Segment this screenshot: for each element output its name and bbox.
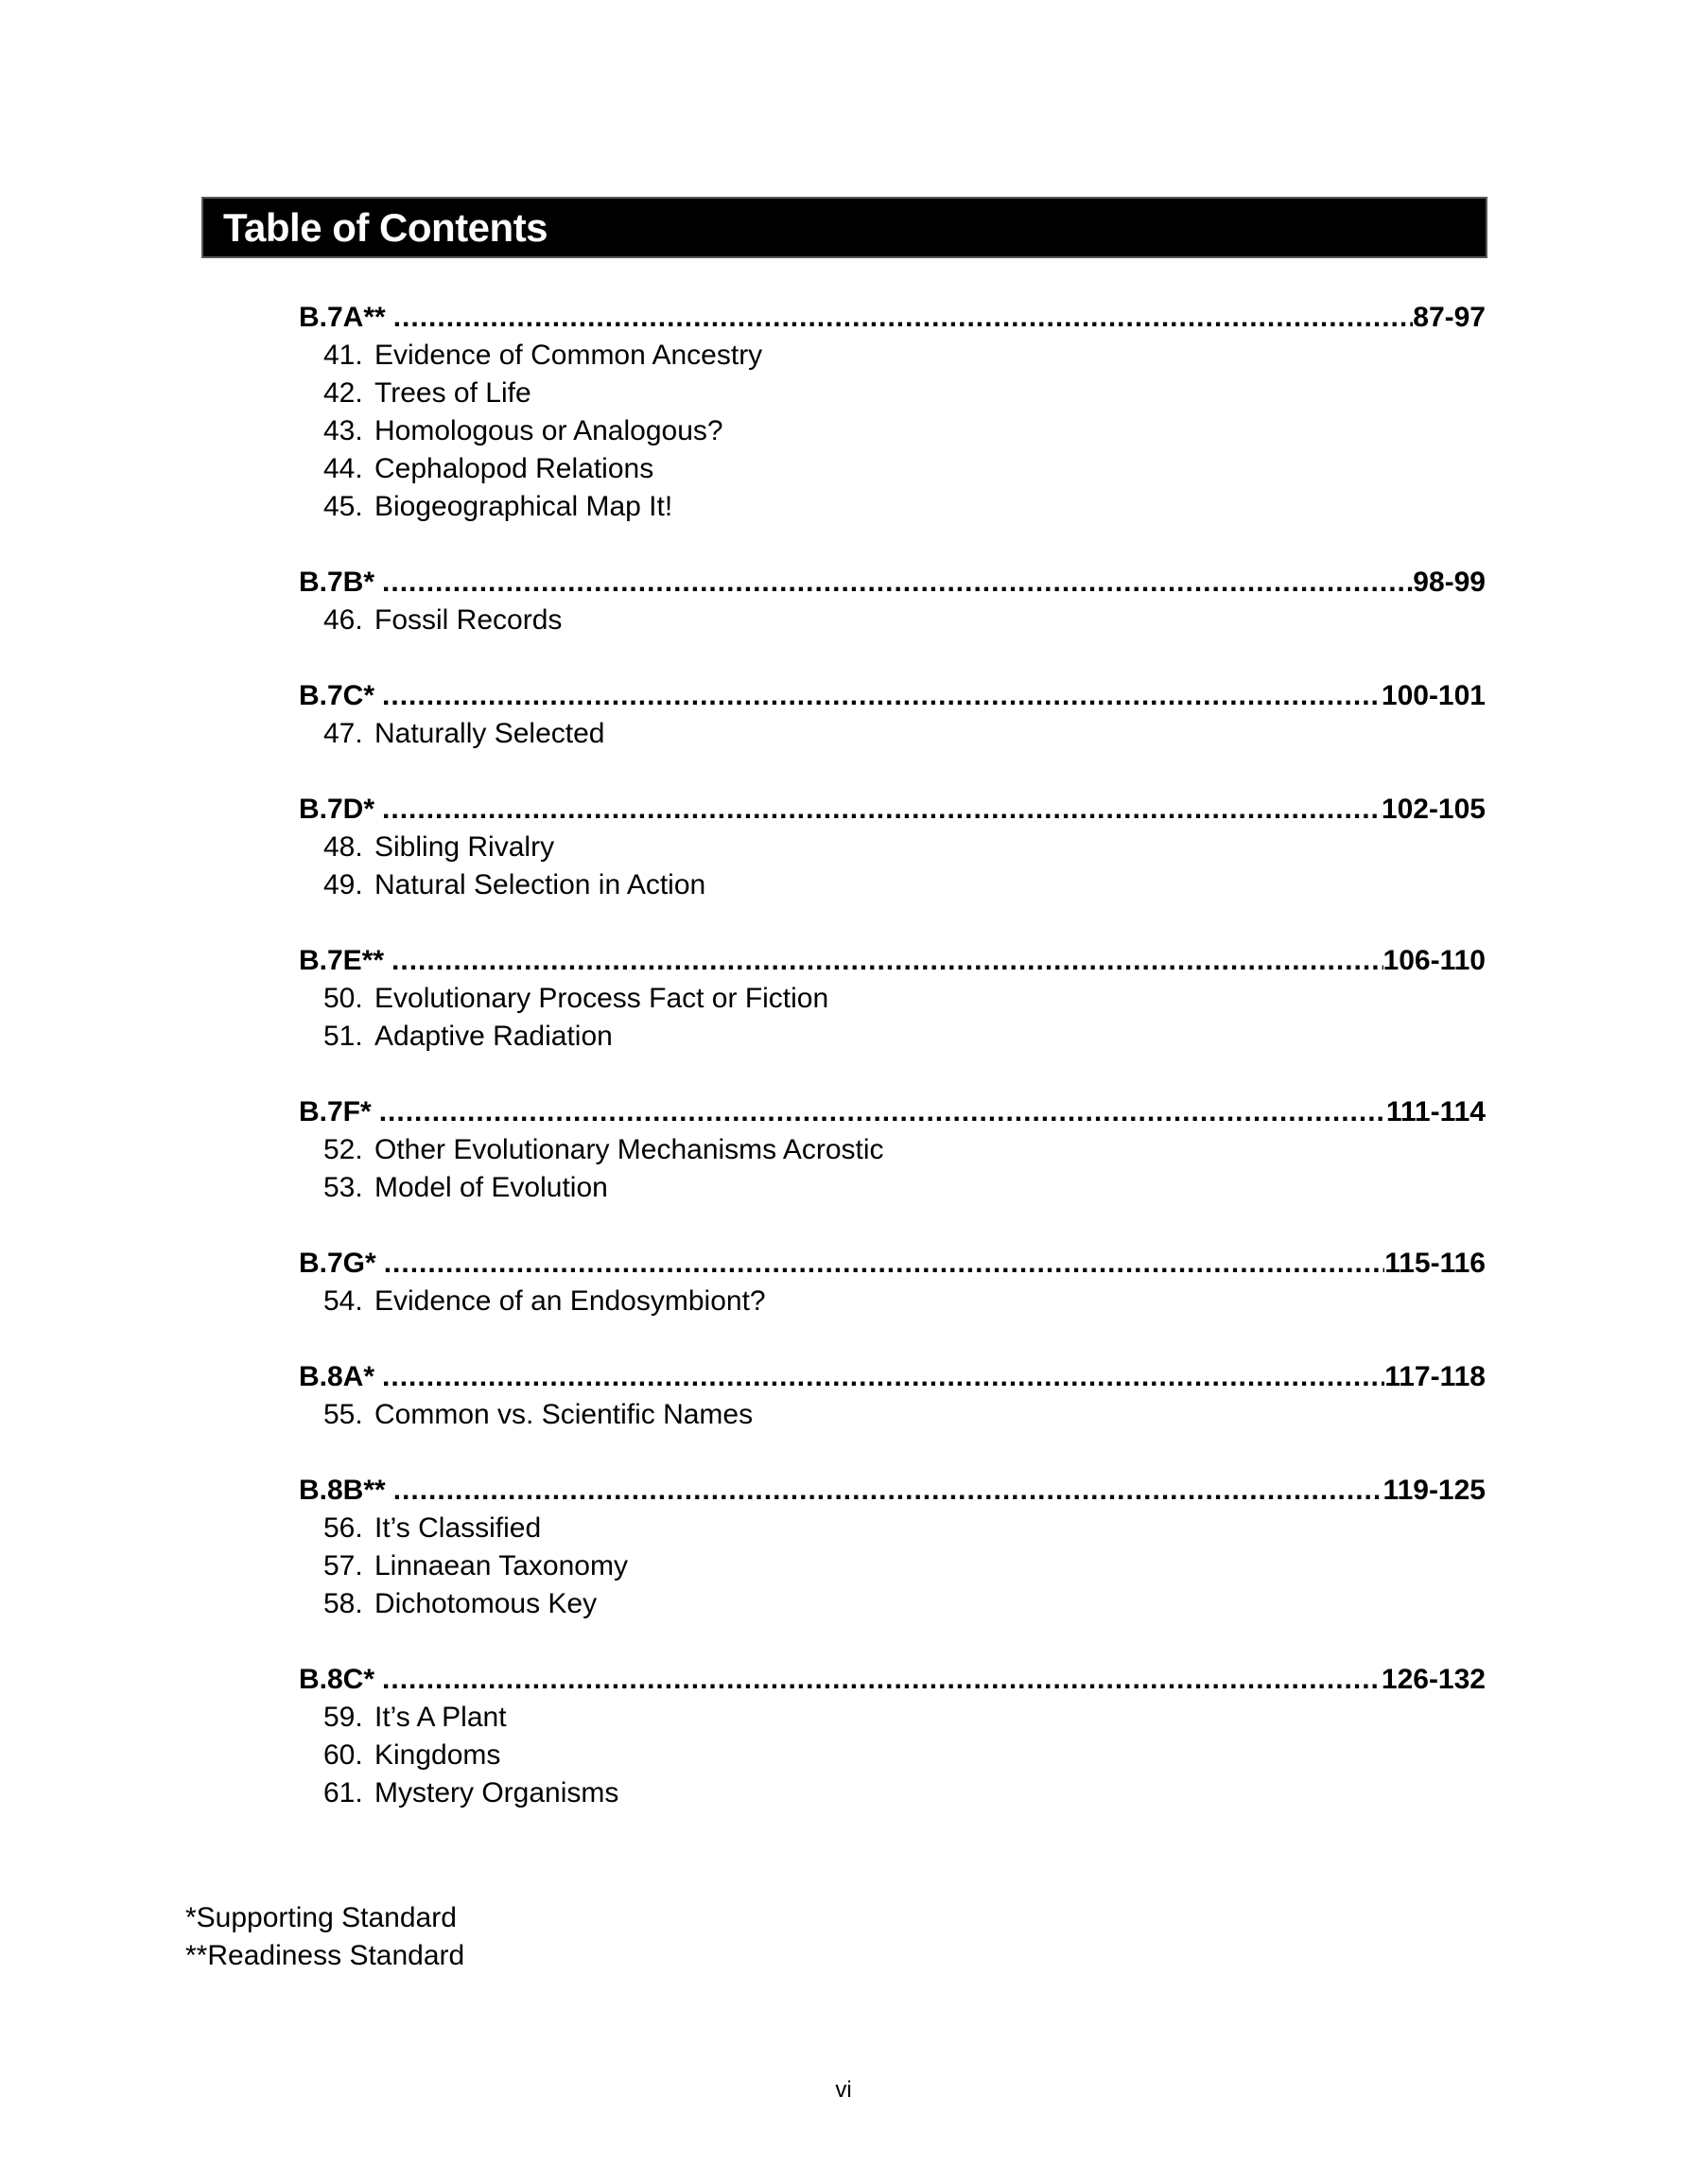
toc-item-number: 52.: [323, 1134, 363, 1165]
toc-heading-row: [299, 942, 1486, 980]
footnote-readiness-standard: **Readiness Standard: [185, 1940, 465, 1971]
toc-section: [299, 1358, 1486, 1434]
toc-item-title: Evolutionary Process Fact or Fiction: [374, 983, 829, 1014]
dot-leader: [374, 1358, 1384, 1396]
toc-item-title: Biogeographical Map It!: [374, 491, 673, 522]
toc-item: [299, 715, 1486, 753]
toc-item-number: 49.: [323, 869, 363, 900]
toc-standard-label: B.7F*: [299, 1096, 372, 1127]
dot-leader: [372, 1093, 1386, 1131]
toc-page-range: 100-101: [1381, 680, 1486, 711]
toc-item-number: 47.: [323, 718, 363, 749]
toc-standard-label: B.8A*: [299, 1361, 375, 1392]
toc-item-title: Naturally Selected: [374, 718, 605, 749]
dot-leader: [374, 1661, 1382, 1699]
toc-item: [299, 1169, 1486, 1207]
toc-item-title: It’s Classified: [374, 1512, 542, 1544]
toc-item: [299, 1774, 1486, 1812]
toc-item-number: 51.: [323, 1021, 363, 1052]
toc-item: [299, 602, 1486, 639]
toc-item-title: Homologous or Analogous?: [374, 415, 723, 446]
toc-standard-label: B.8B**: [299, 1475, 386, 1506]
toc-item: [299, 450, 1486, 488]
toc-item-title: Kingdoms: [374, 1739, 501, 1771]
toc-item-number: 55.: [323, 1399, 363, 1430]
toc-heading-row: [299, 677, 1486, 715]
toc-section: [299, 1093, 1486, 1207]
toc-item-title: Sibling Rivalry: [374, 831, 555, 863]
toc-heading-row: [299, 564, 1486, 602]
toc-item-number: 56.: [323, 1512, 363, 1544]
toc-item-number: 48.: [323, 831, 363, 863]
toc-page-range: 98-99: [1413, 567, 1486, 598]
toc-item-title: Cephalopod Relations: [374, 453, 654, 484]
toc-item-number: 57.: [323, 1550, 363, 1581]
toc-item-number: 59.: [323, 1702, 363, 1733]
toc-standard-label: B.7E**: [299, 945, 385, 976]
toc-item: [299, 1585, 1486, 1623]
toc-item-title: It’s A Plant: [374, 1702, 507, 1733]
toc-item: [299, 1396, 1486, 1434]
toc-page-range: 87-97: [1413, 302, 1486, 333]
toc: [299, 299, 1486, 1850]
dot-leader: [384, 942, 1383, 980]
toc-item-number: 42.: [323, 377, 363, 409]
toc-item-number: 46.: [323, 604, 363, 636]
toc-item: [299, 866, 1486, 904]
toc-item: [299, 1018, 1486, 1056]
toc-item: [299, 1547, 1486, 1585]
toc-page-range: 115-116: [1384, 1248, 1486, 1279]
toc-section: [299, 677, 1486, 753]
page-number: vi: [835, 2077, 852, 2103]
toc-item: [299, 980, 1486, 1018]
toc-heading-row: [299, 299, 1486, 337]
dot-leader: [374, 564, 1413, 602]
toc-section: [299, 1472, 1486, 1623]
toc-section: [299, 564, 1486, 639]
footnote-supporting-standard: *Supporting Standard: [185, 1902, 457, 1933]
toc-heading-row: [299, 1245, 1486, 1283]
toc-heading-row: [299, 791, 1486, 829]
toc-section: [299, 942, 1486, 1056]
toc-item: [299, 1510, 1486, 1547]
toc-standard-label: B.7B*: [299, 567, 375, 598]
dot-leader: [386, 299, 1414, 337]
toc-item: [299, 375, 1486, 412]
toc-item: [299, 829, 1486, 866]
toc-item-number: 44.: [323, 453, 363, 484]
toc-item-title: Linnaean Taxonomy: [374, 1550, 628, 1581]
toc-item: [299, 1131, 1486, 1169]
dot-leader: [374, 677, 1382, 715]
toc-item-title: Evidence of an Endosymbiont?: [374, 1285, 766, 1317]
toc-heading-row: [299, 1358, 1486, 1396]
toc-standard-label: B.7C*: [299, 680, 375, 711]
toc-item-title: Trees of Life: [374, 377, 531, 409]
toc-item-title: Adaptive Radiation: [374, 1021, 613, 1052]
toc-item-title: Natural Selection in Action: [374, 869, 706, 900]
toc-item-number: 60.: [323, 1739, 363, 1771]
page-title: Table of Contents: [223, 204, 548, 250]
toc-page-range: 106-110: [1383, 945, 1486, 976]
toc-item-number: 41.: [323, 340, 363, 371]
dot-leader: [386, 1472, 1383, 1510]
toc-heading-row: [299, 1472, 1486, 1510]
toc-item-number: 43.: [323, 415, 363, 446]
toc-page-range: 119-125: [1383, 1475, 1486, 1506]
toc-heading-row: [299, 1661, 1486, 1699]
dot-leader: [374, 791, 1382, 829]
toc-item: [299, 337, 1486, 375]
toc-item: [299, 1737, 1486, 1774]
toc-item-number: 50.: [323, 983, 363, 1014]
toc-section: [299, 1245, 1486, 1320]
toc-item-number: 54.: [323, 1285, 363, 1317]
dot-leader: [376, 1245, 1385, 1283]
toc-standard-label: B.8C*: [299, 1664, 375, 1695]
toc-standard-label: B.7G*: [299, 1248, 376, 1279]
toc-section: [299, 791, 1486, 904]
toc-item-number: 61.: [323, 1777, 363, 1808]
toc-item-number: 45.: [323, 491, 363, 522]
toc-item: [299, 1283, 1486, 1320]
toc-item-title: Model of Evolution: [374, 1172, 608, 1203]
toc-item-title: Dichotomous Key: [374, 1588, 598, 1619]
toc-section: [299, 1661, 1486, 1812]
toc-item: [299, 488, 1486, 526]
toc-item-title: Common vs. Scientific Names: [374, 1399, 754, 1430]
toc-section: [299, 299, 1486, 526]
toc-page-range: 126-132: [1381, 1664, 1486, 1695]
toc-item-title: Other Evolutionary Mechanisms Acrostic: [374, 1134, 884, 1165]
toc-item: [299, 412, 1486, 450]
toc-item: [299, 1699, 1486, 1737]
toc-item-number: 53.: [323, 1172, 363, 1203]
toc-item-number: 58.: [323, 1588, 363, 1619]
toc-page-range: 102-105: [1381, 794, 1486, 825]
toc-page-range: 111-114: [1385, 1096, 1486, 1127]
toc-page-range: 117-118: [1384, 1361, 1486, 1392]
footnotes: [185, 1899, 464, 1975]
toc-heading-row: [299, 1093, 1486, 1131]
toc-item-title: Mystery Organisms: [374, 1777, 619, 1808]
toc-item-title: Fossil Records: [374, 604, 563, 636]
toc-standard-label: B.7A**: [299, 302, 386, 333]
toc-standard-label: B.7D*: [299, 794, 375, 825]
title-bar: [201, 197, 1487, 258]
toc-item-title: Evidence of Common Ancestry: [374, 340, 763, 371]
